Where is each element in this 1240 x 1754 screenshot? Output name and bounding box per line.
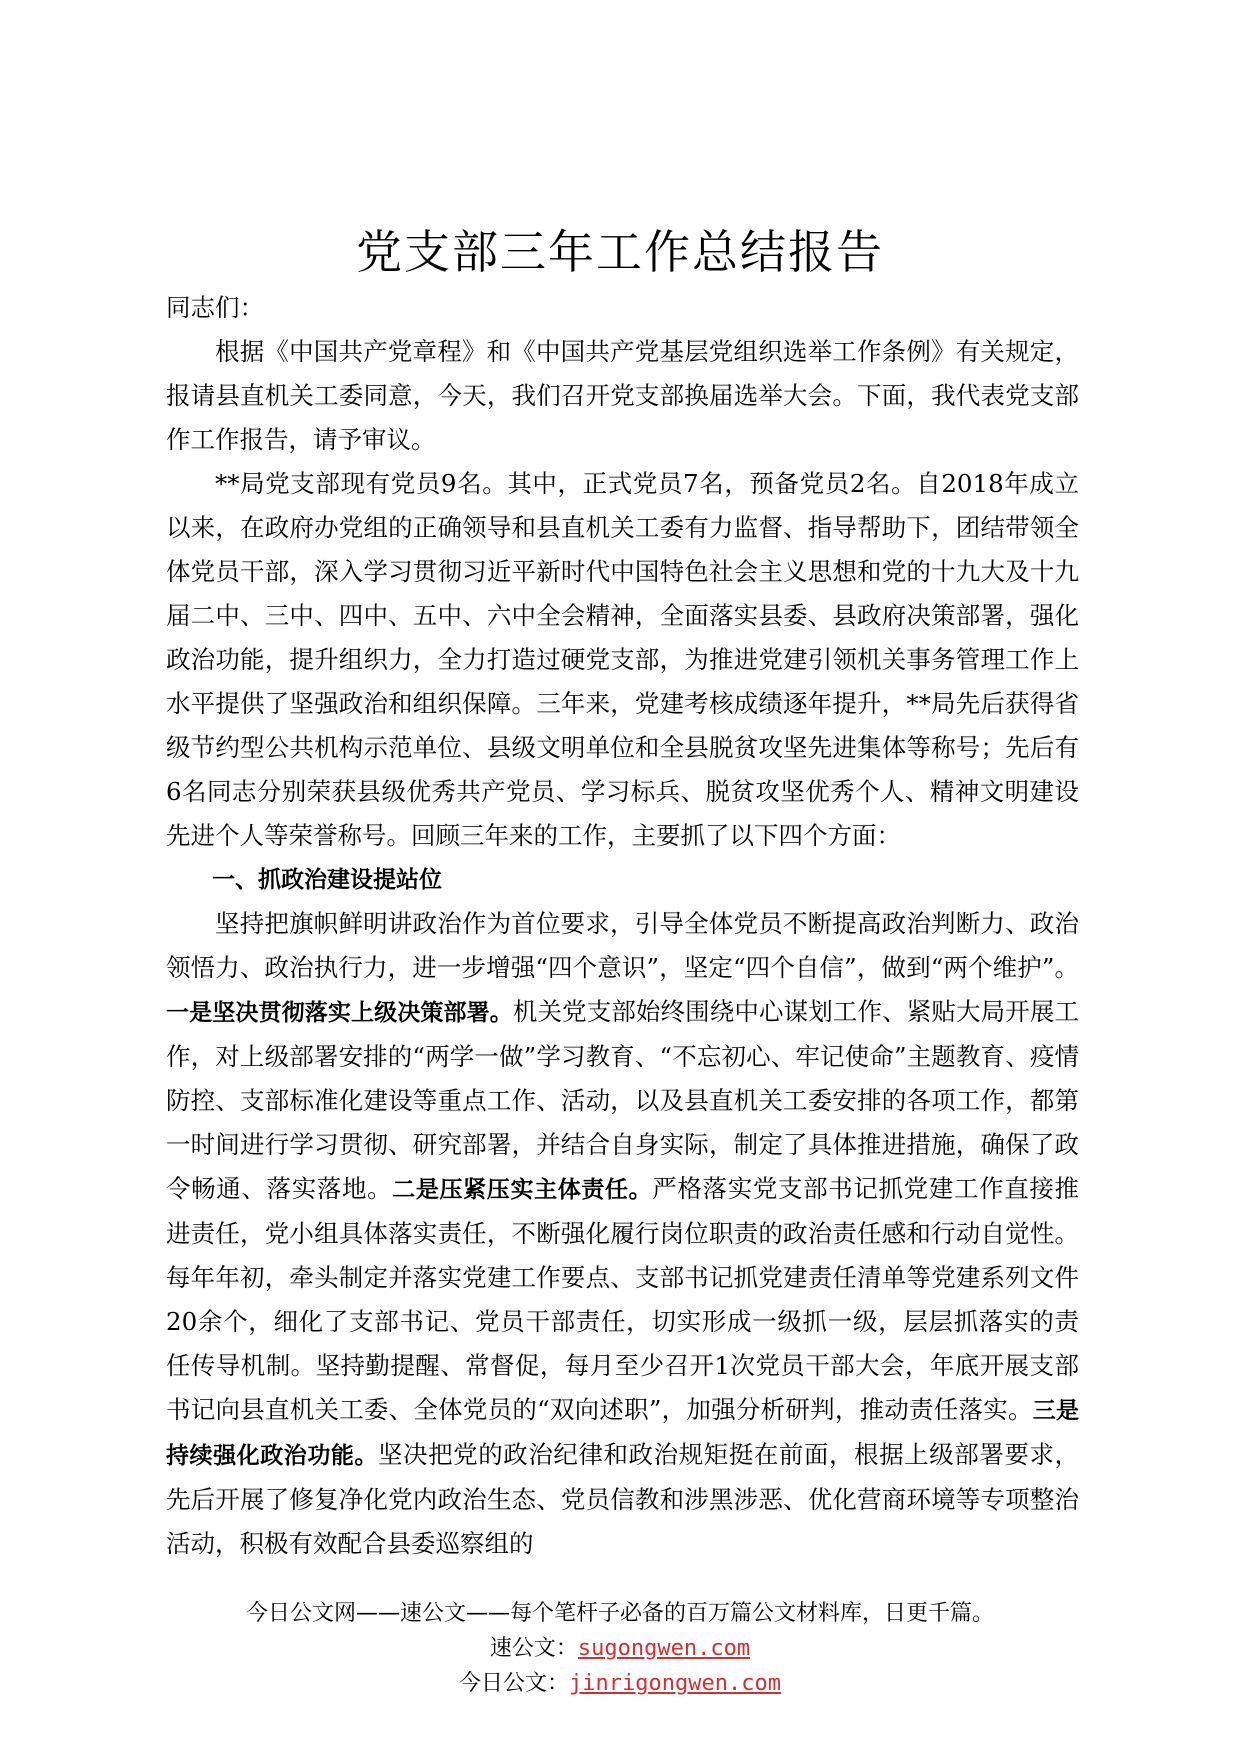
footer-line-jinrigongwen xyxy=(0,1666,1240,1701)
paragraph-text: 坚持把旗帜鲜明讲政治作为首位要求，引导全体党员不断提高政治判断力、政治领悟力、政治执行力，进一步增强“四个意识”，坚定“四个自信”，做到“两个维护”。 xyxy=(166,909,1079,982)
bold-subheading: 一是坚决贯彻落实上级决策部署。 xyxy=(166,1000,513,1026)
page-title: 党支部三年工作总结报告 xyxy=(356,225,884,279)
sugongwen-link[interactable]: sugongwen.com xyxy=(577,1636,751,1661)
paragraph-intro: 根据《中国共产党章程》和《中国共产党基层党组织选举工作条例》有关规定，报请县直机关工委同意，今天，我们召开党支部换届选举大会。下面，我代表党支部作工作报告，请予审议。 xyxy=(166,337,1079,454)
section-heading: 一、抓政治建设提站位 xyxy=(212,867,442,893)
paragraph-political-building xyxy=(166,902,1079,1566)
footer xyxy=(0,1596,1240,1701)
footer-slogan: 今日公文网——速公文——每个笔杆子必备的百万篇公文材料库，日更千篇。 xyxy=(245,1601,994,1626)
greeting: 同志们： xyxy=(166,293,264,322)
jinrigongwen-link[interactable]: jinrigongwen.com xyxy=(569,1671,781,1696)
bold-subheading: 三是持续强化政治功能。 xyxy=(166,1398,1080,1469)
bold-subheading: 二是压紧压实主体责任。 xyxy=(392,1177,653,1203)
paragraph-overview: **局党支部现有党员9名。其中，正式党员7名，预备党员2名。自2018年成立以来，在政府办党组的正确领导和县直机关工委有力监督、指导帮助下，团结带领全体党员干部，深入学习贯彻习近平新时代中国特色社会主义思想和党的十九大及十九届二中、三中、四中、五中、六中全会精神，全面落实县委、县政府决策部署，强化政治功能，提升组织力，全力打造过硬党支部，为推进党建引领机关事务管理工作上水平提供了坚强政治和组织保障。三年来，党建考核成绩逐年提升，**局先后获得省级节约型公共机构示范单位、县级文明单位和全县脱贫攻坚先进集体等称号；先后有6名同志分别荣获县级优秀共产党员、学习标兵、脱贫攻坚优秀个人、精神文明建设先进个人等荣誉称号。回顾三年来的工作，主要抓了以下四个方面： xyxy=(166,469,1079,850)
footer-label: 速公文： xyxy=(489,1636,578,1661)
document-body xyxy=(166,286,1079,1566)
footer-line-sugongwen xyxy=(0,1631,1240,1666)
paragraph-text: 机关党支部始终围绕中心谋划工作、紧贴大局开展工作，对上级部署安排的“两学一做”学习教育、“不忘初心、牢记使命”主题教育、疫情防控、支部标准化建设等重点工作、活动，以及县直机关工委安排的各项工作，都第一时间进行学习贯彻、研究部署，并结合自身实际，制定了具体推进措施，确保了政令畅通、落实落地。 xyxy=(166,997,1080,1203)
paragraph-text: 坚决把党的政治纪律和政治规矩挺在前面，根据上级部署要求，先后开展了修复净化党内政治生态、党员信教和涉黑涉恶、优化营商环境等专项整治活动，积极有效配合县委巡察组的 xyxy=(166,1440,1079,1558)
footer-label: 今日公文： xyxy=(459,1671,570,1696)
paragraph-text: 严格落实党支部书记抓党建工作直接推进责任，党小组具体落实责任，不断强化履行岗位职责的政治责任感和行动自觉性。每年年初，牵头制定并落实党建工作要点、支部书记抓党建责任清单等党建系列文件20余个，细化了支部书记、党员干部责任，切实形成一级抓一级，层层抓落实的责任传导机制。坚持勤提醒、常督促，每月至少召开1次党员干部大会，年底开展支部书记向县直机关工委、全体党员的“双向述职”，加强分析研判，推动责任落实。 xyxy=(166,1174,1080,1424)
